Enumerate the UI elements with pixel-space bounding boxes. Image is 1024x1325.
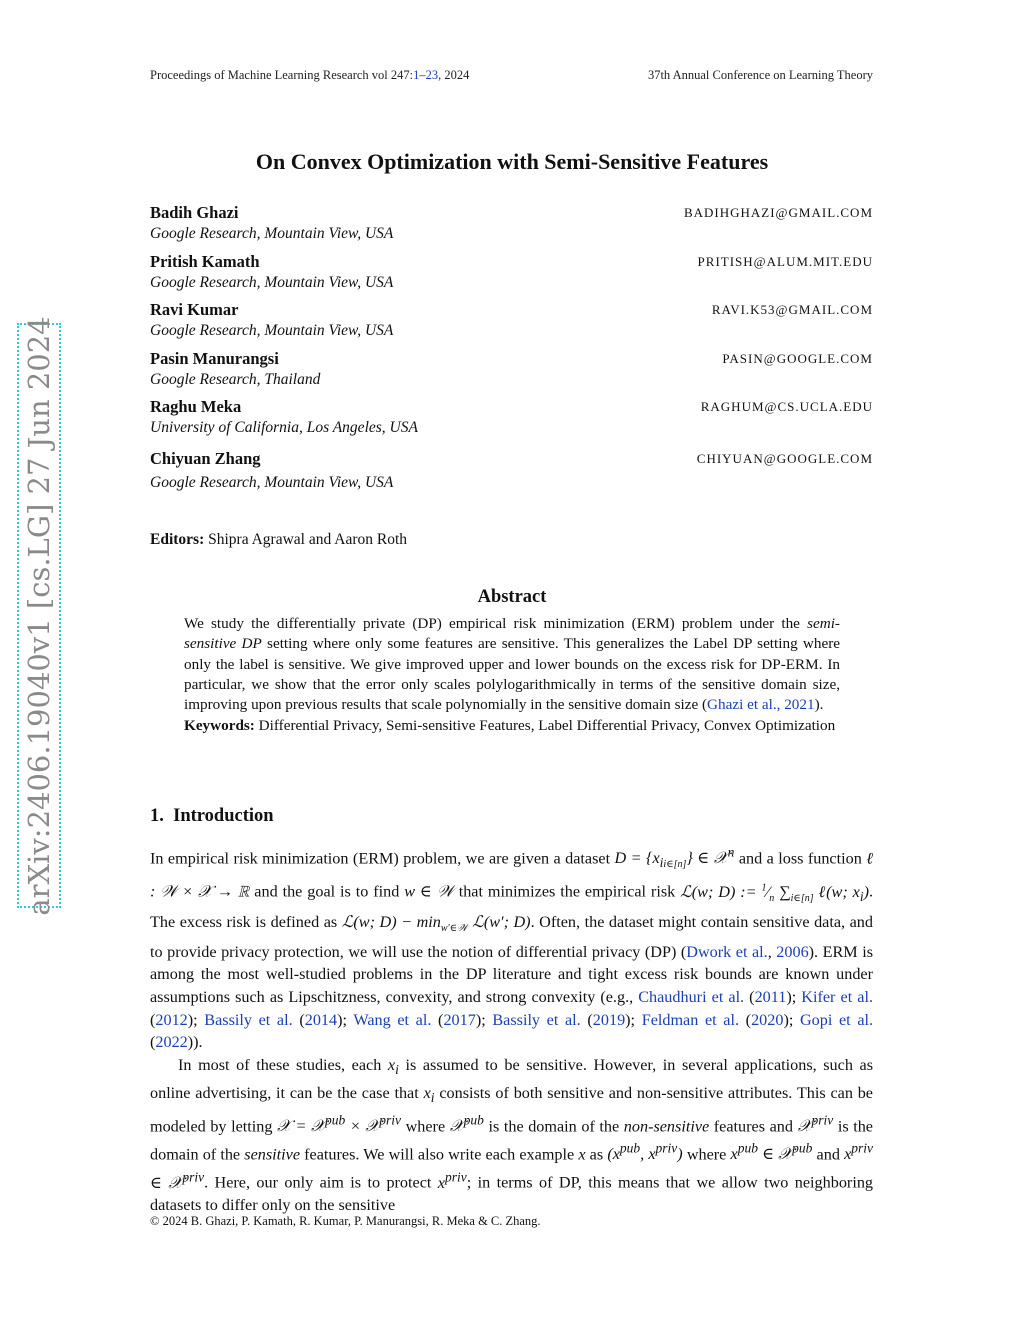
- citation-year-link[interactable]: 2011: [754, 988, 787, 1006]
- paragraph: In empirical risk minimization (ERM) problem, we are given a dataset $D = \{x_{ii\in[n]}\}$ ∈ 𝒳$^n$ and a loss function ℓ : 𝒲 × 𝒳 → ℝ and the goal is to find w ∈ 𝒲 that minimizes the empirical risk ℒ(w; D) := $^1⁄_n$ $\sum_{i\in[n]}$ ℓ(w; $x_i$). The excess risk is defined as ℒ(w; $D) - \min_{w'\in 𝒲}$ ℒ(w′; D). Often, the dataset might contain sensitive data, and to provide privacy protection, we will use the notion of differential privacy (DP) (Dwork et al., 2006). ERM is among the most well-studied problems in the DP literature and tight excess risk bounds are known under assumptions such as Lipschitzness, convexity, and strong convexity (e.g., Chaudhuri et al. (2011); Kifer et al. (2012); Bassily et al. (2014); Wang et al. (2017); Bassily et al. (2019); Feldman et al. (2020); Gopi et al. (2022)).: [150, 845, 874, 1052]
- author-email[interactable]: PASIN@GOOGLE.COM: [722, 351, 873, 366]
- citation-link[interactable]: Ghazi et al., 2021: [707, 696, 815, 714]
- author-block: [150, 397, 873, 438]
- keywords-text: Differential Privacy, Semi-sensitive Features, Label Differential Privacy, Convex Optimization: [258, 717, 836, 735]
- author-name: Badih Ghazi: [150, 203, 239, 222]
- abstract-text: ).: [814, 696, 824, 714]
- editors-line: [150, 531, 407, 549]
- abstract-body: [184, 614, 840, 737]
- author-email[interactable]: RAVI.K53@GMAIL.COM: [711, 302, 873, 317]
- math-inline: ℒ(w; D) := $^1⁄_n$ $\sum_{i\in[n]}$ ℓ(w; $x_i$): [680, 882, 869, 904]
- math-inline: ($x^{pub}$, $x^{priv}$): [607, 1141, 683, 1164]
- section-heading: [150, 806, 274, 827]
- citation-link[interactable]: Wang et al.: [353, 1010, 432, 1029]
- proceedings-label: Proceedings of Machine Learning Research vol 247:: [150, 68, 414, 82]
- abstract-text: We study the differentially private (DP) empirical risk minimization (ERM) problem under the: [184, 615, 808, 632]
- citation-year-link[interactable]: 2012: [155, 1010, 188, 1029]
- author-name: Ravi Kumar: [150, 300, 239, 319]
- section-number: 1.: [150, 806, 164, 826]
- abstract-text: setting where only some features are sensitive. This generalizes the Label DP setting where only the label is sensitive. We give improved upper and lower bounds on the excess risk for DP-ERM. In particular, we show that the error only scales polylogarithmically in terms of the sensitive domain size, improving upon previous results that scale polynomially in the sensitive domain size (: [184, 635, 841, 714]
- abstract-heading: Abstract: [477, 587, 547, 607]
- math-inline: x: [578, 1145, 586, 1164]
- citation-link[interactable]: Dwork et al.: [686, 942, 768, 961]
- math-inline: w ∈ 𝒲: [404, 882, 454, 901]
- author-name: Raghu Meka: [150, 397, 242, 416]
- introduction-body: [150, 842, 873, 1217]
- last-page-link[interactable]: 23: [425, 68, 439, 82]
- copyright-notice: © 2024 B. Ghazi, P. Kamath, R. Kumar, P. Manurangsi, R. Meka & C. Zhang.: [150, 1214, 541, 1228]
- author-affiliation: University of California, Los Angeles, USA: [150, 419, 418, 436]
- running-header-right: 37th Annual Conference on Learning Theory: [647, 68, 873, 82]
- citation-link[interactable]: Bassily et al.: [204, 1010, 293, 1029]
- author-block: [150, 349, 873, 390]
- math-inline: ℓ : 𝒲 × 𝒳 → ℝ: [150, 849, 873, 901]
- math-inline: $x_i$: [387, 1056, 399, 1078]
- page-range-dash: –: [419, 68, 426, 82]
- author-block: [150, 203, 873, 244]
- author-name: Pritish Kamath: [150, 252, 260, 271]
- math-inline: 𝒳 = 𝒳$^{pub}$ × 𝒳$^{priv}$: [277, 1112, 401, 1136]
- author-name: Pasin Manurangsi: [150, 349, 279, 368]
- editors-names: Shipra Agrawal and Aaron Roth: [208, 531, 408, 548]
- header-year: , 2024: [438, 68, 470, 82]
- author-block: [150, 300, 873, 341]
- arxiv-stamp[interactable]: [17, 315, 61, 916]
- paragraph: In most of these studies, each $x_i$ is assumed to be sensitive. However, in several applications, such as online advertising, it can be the case that $x_i$ consists of both sensitive and non-sensitive attributes. This can be modeled by letting 𝒳 = 𝒳$^{pub}$ × 𝒳$^{priv}$ where 𝒳$^{pub}$ is the domain of the non-sensitive features and 𝒳$^{priv}$ is the domain of the sensitive features. We will also write each example x as ($x^{pub}$, $x^{priv}$) where $x^{pub}$ ∈ 𝒳$^{pub}$ and $x^{priv}$ ∈ 𝒳$^{priv}$. Here, our only aim is to protect $x^{priv}$; in terms of DP, this means that we allow two neighboring datasets to differ only on the sensitive: [150, 1056, 874, 1215]
- author-affiliation: Google Research, Mountain View, USA: [150, 322, 394, 339]
- math-inline: $x_i$: [423, 1084, 435, 1106]
- author-block: [150, 449, 873, 493]
- abstract-emphasis: semi-sensitive DP: [184, 615, 840, 653]
- author-affiliation: Google Research, Mountain View, USA: [150, 274, 394, 291]
- citation-year-link[interactable]: 2019: [592, 1010, 626, 1029]
- author-name: Chiyuan Zhang: [150, 449, 261, 468]
- citation-link[interactable]: Kifer et al.: [801, 988, 873, 1006]
- section-title: Introduction: [173, 806, 274, 826]
- author-affiliation: Google Research, Mountain View, USA: [150, 474, 394, 491]
- math-inline: 𝒳$^{pub}$: [449, 1112, 484, 1136]
- author-block: [150, 252, 873, 293]
- math-inline: $D = \{x_{ii\in[n]}\}$ ∈ 𝒳$^n$: [614, 845, 735, 871]
- first-page-link[interactable]: 1: [413, 68, 420, 82]
- citation-link[interactable]: Gopi et al.: [799, 1010, 874, 1029]
- citation-year-link[interactable]: 2014: [304, 1010, 338, 1029]
- citation-link[interactable]: Bassily et al.: [492, 1010, 581, 1029]
- author-affiliation: Google Research, Thailand: [150, 371, 321, 388]
- author-email[interactable]: BADIHGHAZI@GMAIL.COM: [683, 205, 873, 220]
- citation-year-link[interactable]: 2020: [751, 1010, 784, 1029]
- author-email[interactable]: RAGHUM@CS.UCLA.EDU: [700, 399, 873, 414]
- math-inline: 𝒳$^{priv}$: [797, 1112, 834, 1136]
- citation-year-link[interactable]: 2017: [443, 1010, 476, 1029]
- citation-link[interactable]: Chaudhuri et al.: [638, 988, 745, 1006]
- editors-label: Editors:: [150, 531, 205, 548]
- author-email[interactable]: CHIYUAN@GOOGLE.COM: [696, 451, 873, 466]
- author-email[interactable]: PRITISH@ALUM.MIT.EDU: [697, 254, 873, 269]
- keywords-label: Keywords:: [184, 717, 255, 735]
- math-inline: $x^{pub}$ ∈ 𝒳$^{pub}$: [730, 1141, 813, 1164]
- citation-link[interactable]: Feldman et al.: [641, 1010, 740, 1029]
- math-inline: $x^{priv}$ ∈ 𝒳$^{priv}$: [150, 1141, 874, 1192]
- arxiv-stamp-text: arXiv:2406.19040v1 [cs.LG] 27 Jun 2024: [22, 315, 56, 916]
- running-header-left: [150, 68, 469, 83]
- math-inline: $x^{priv}$: [437, 1169, 467, 1192]
- paper-title: On Convex Optimization with Semi-Sensitive Features: [255, 149, 769, 174]
- citation-year-link[interactable]: 2006: [776, 942, 809, 961]
- author-affiliation: Google Research, Mountain View, USA: [150, 225, 394, 242]
- math-inline: ℒ(w; $D) - \min_{w'\in 𝒲}$ ℒ(w′; D): [341, 912, 531, 934]
- citation-year-link[interactable]: 2022: [155, 1033, 188, 1052]
- keywords: [184, 716, 840, 736]
